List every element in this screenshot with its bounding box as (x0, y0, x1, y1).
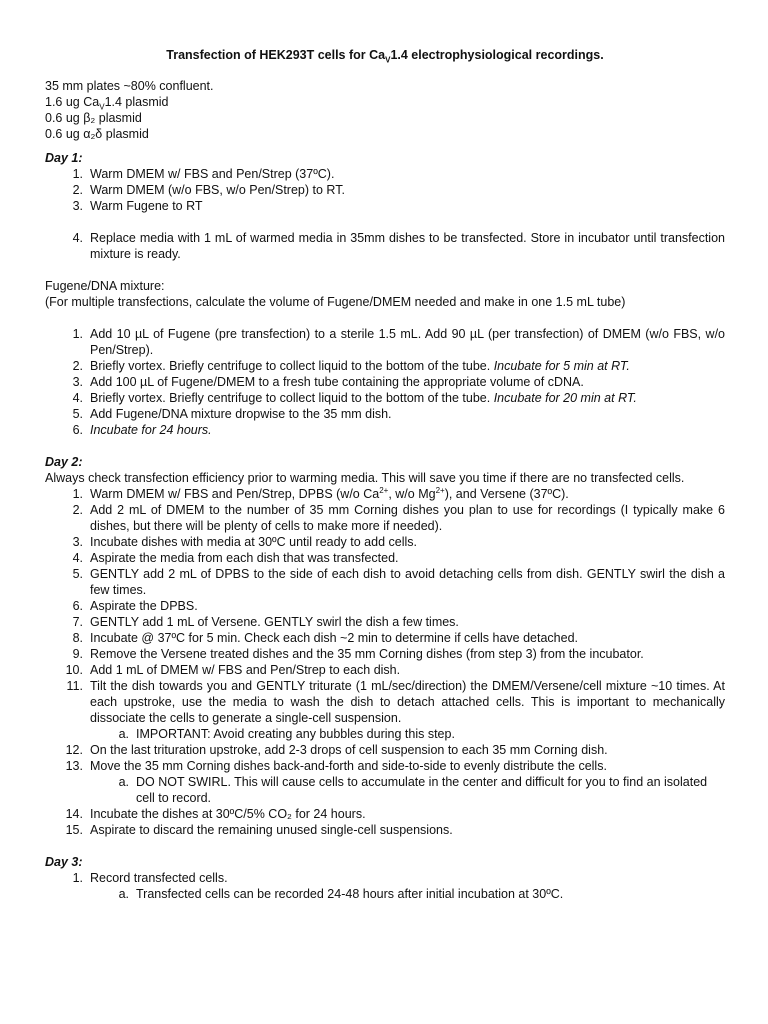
materials-list (45, 78, 725, 142)
list-item: 5. Add Fugene/DNA mixture dropwise to the 35 mm dish. (72, 407, 392, 421)
fugene-note: (For multiple transfections, calculate the volume of Fugene/DMEM needed and make in one 1.5 mL tube) (45, 295, 626, 309)
list-item: 3. Warm Fugene to RT (72, 199, 203, 213)
day3-steps (45, 870, 725, 902)
day1-steps (45, 166, 725, 262)
sub-item: a. IMPORTANT: Avoid creating any bubbles during this step. (118, 727, 455, 741)
list-item: 6. Incubate for 24 hours. (72, 423, 212, 437)
day3-heading: Day 3: (45, 855, 83, 869)
list-item: 3. Incubate dishes with media at 30ºC until ready to add cells. (72, 535, 417, 549)
list-item: 1. Add 10 µL of Fugene (pre transfection) to a sterile 1.5 mL. Add 90 µL (per transfection) of DMEM (w/o FBS, w/o Pen/Strep). (72, 327, 725, 357)
list-item: 2. Add 2 mL of DMEM to the number of 35 mm Corning dishes you plan to use for recordings (I typically make 6 dishes, but there will be plenty of cells to make more if needed). (72, 503, 725, 533)
list-item: 10. Add 1 mL of DMEM w/ FBS and Pen/Strep to each dish. (65, 663, 401, 677)
fugene-heading: Fugene/DNA mixture: (45, 279, 165, 293)
sub-item: a. Transfected cells can be recorded 24-48 hours after initial incubation at 30ºC. (118, 887, 564, 901)
list-item: 1. Warm DMEM w/ FBS and Pen/Strep, DPBS (w/o $Ca^{2+}$, w/o $Mg^{2+}$), and Versene (37ºC). (72, 485, 569, 501)
day1-heading: Day 1: (45, 151, 83, 165)
material-beta-plasmid: 0.6 ug β₂ plasmid (45, 111, 142, 125)
list-item: 12. On the last trituration upstroke, add 2-3 drops of cell suspension to each 35 mm Corning dish. (65, 743, 608, 757)
title-subscript: V (385, 55, 391, 65)
list-item: 8. Incubate @ 37ºC for 5 min. Check each dish ~2 min to determine if cells have detached. (72, 631, 579, 645)
list-item: 11. Tilt the dish towards you and GENTLY triturate (1 mL/sec/direction) the DMEM/Versene/cell mixture ~10 times. At each upstroke, use the media to wash the dish to detach attached cells. This is important to mechanically dissociate the cells to generate a single-cell suspension. (66, 679, 725, 725)
sub-item: a. DO NOT SWIRL. This will cause cells to accumulate in the center and difficult for you to find an isolated cell to record. (118, 775, 708, 805)
list-item: 7. GENTLY add 1 mL of Versene. GENTLY swirl the dish a few times. (72, 615, 459, 629)
title-text-end: 1.4 electrophysiological recordings. (390, 48, 604, 62)
list-item: 1. Warm DMEM w/ FBS and Pen/Strep (37ºC). (72, 167, 335, 181)
list-item: 4. Replace media with 1 mL of warmed media in 35mm dishes to be transfected. Store in incubator until transfection mixture is ready. (72, 231, 725, 261)
material-alpha-delta-plasmid: 0.6 ug α₂δ plasmid (45, 127, 149, 141)
list-item: 4. Aspirate the media from each dish that was transfected. (72, 551, 399, 565)
list-item: 9. Remove the Versene treated dishes and the 35 mm Corning dishes (from step 3) from the incubator. (72, 647, 644, 661)
material-cav-plasmid: 1.6 ug $Ca_V1.4$ plasmid (45, 95, 169, 112)
list-item: 6. Aspirate the DPBS. (72, 599, 198, 613)
list-item: 1. Record transfected cells. (72, 871, 228, 885)
day2-steps (45, 486, 725, 838)
day2-intro: Always check transfection efficiency prior to warming media. This will save you time if there are no transfected cells. (45, 471, 685, 485)
list-item: 13. Move the 35 mm Corning dishes back-and-forth and side-to-side to evenly distribute the cells. (65, 759, 607, 773)
title-text: Transfection of HEK293T cells for Ca (166, 48, 386, 62)
document-title (45, 47, 725, 63)
day2-heading: Day 2: (45, 455, 83, 469)
list-item: 4. Briefly vortex. Briefly centrifuge to collect liquid to the bottom of the tube. Incubate for 20 min at RT. (72, 391, 637, 405)
list-item: 5. GENTLY add 2 mL of DPBS to the side of each dish to avoid detaching cells from dish. GENTLY swirl the dish a few times. (72, 567, 725, 597)
document-page (45, 47, 725, 902)
list-item: 2. Warm DMEM (w/o FBS, w/o Pen/Strep) to RT. (72, 183, 345, 197)
list-item: 14. Incubate the dishes at 30ºC/5% CO₂ for 24 hours. (65, 807, 366, 821)
list-item: 2. Briefly vortex. Briefly centrifuge to collect liquid to the bottom of the tube. Incubate for 5 min at RT. (72, 359, 630, 373)
list-item: 15. Aspirate to discard the remaining unused single-cell suspensions. (65, 823, 453, 837)
material-plates: 35 mm plates ~80% confluent. (45, 79, 214, 93)
list-item: 3. Add 100 µL of Fugene/DMEM to a fresh tube containing the appropriate volume of cDNA. (72, 375, 584, 389)
fugene-steps (45, 326, 725, 438)
